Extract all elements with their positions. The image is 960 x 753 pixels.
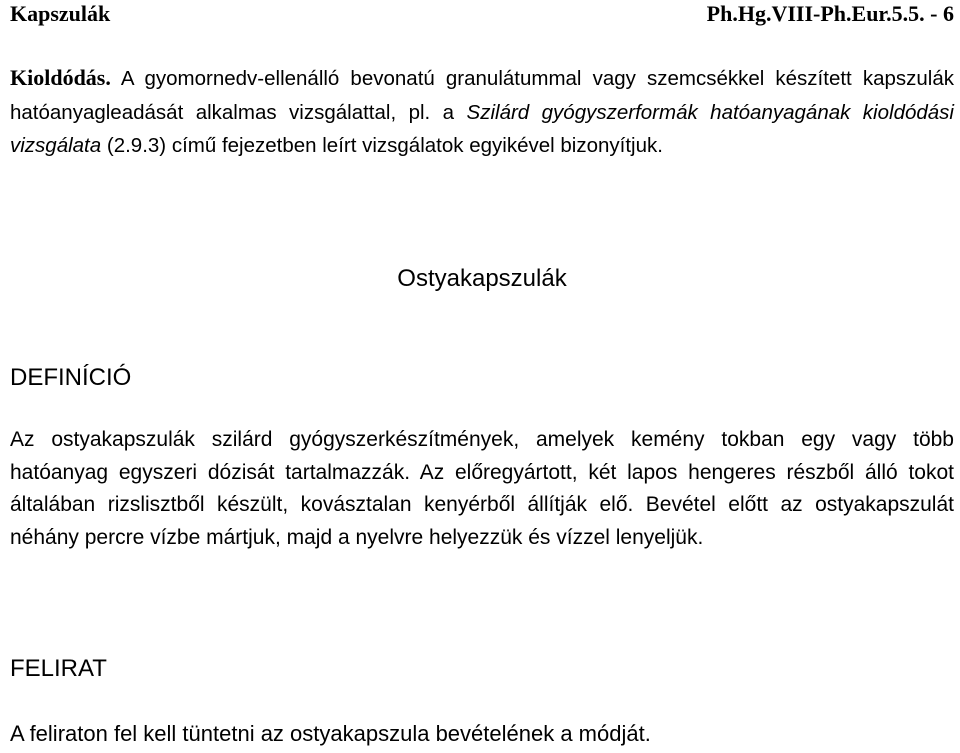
labelling-heading: FELIRAT [10,655,107,682]
header-page-reference: Ph.Hg.VIII-Ph.Eur.5.5. - 6 [706,1,954,26]
dissolution-text-1: A gyomornedv-ellenálló bevonatú granulátummal vagy szemcsékkel készített kapszulák hatóanyagleadását alkalmas vizsgálattal, pl. a [10,67,954,124]
header-chapter-title: Kapszulák [10,1,111,26]
definition-paragraph: Az ostyakapszulák szilárd gyógyszerkészítmények, amelyek kemény tokban egy vagy több hatóanyag egyszeri dózisát tartalmazzák. Az előregyártott, két lapos hengeres részből álló tokot általában rizslisztből készült, kovásztalan kenyérből állítják elő. Bevétel előtt az ostyakapszulát néhány percre vízbe mártjuk, majd a nyelvre helyezzük és vízzel lenyeljük. [10,428,954,549]
dissolution-text-2: című fejezetben leírt vizsgálatok egyikével bizonyítjuk. [166,134,663,157]
dissolution-italic-reference: Szilárd gyógyszerformák hatóanyagának kioldódási vizsgálata [10,100,954,157]
page-header [10,0,954,30]
definition-heading: DEFINÍCIÓ [10,364,132,391]
dissolution-paragraph [10,62,954,163]
dissolution-reference-number: (2.9.3) [101,134,167,157]
labelling-paragraph: A feliraton fel kell tüntetni az ostyakapszula bevételének a módját. [10,721,651,746]
section-title: Ostyakapszulák [397,265,567,292]
dissolution-lead: Kioldódás. [10,65,111,90]
